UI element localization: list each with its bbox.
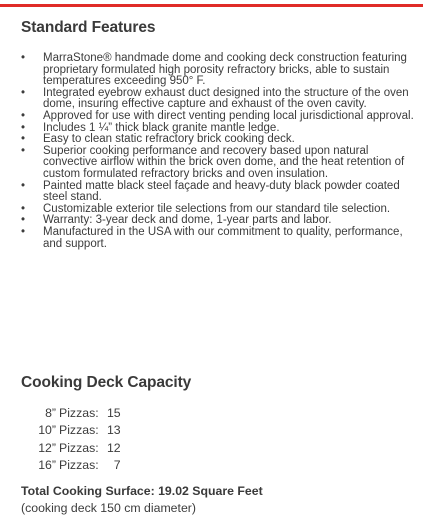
pizza-count: 7 — [113, 458, 121, 473]
pizza-size: 12” — [38, 440, 56, 455]
list-item-text: Includes 1 ¼” thick black granite mantle ledge. — [43, 121, 280, 134]
pizza-capacity-table — [21, 405, 141, 475]
bullet-icon: • — [21, 179, 26, 192]
list-item-text: MarraStone® handmade dome and cooking deck construction featuring proprietary formulated high porosity refractory bricks, able to sustain temperatures exceeding 950° F. — [43, 52, 407, 88]
bullet-icon: • — [21, 225, 26, 238]
pizza-label: Pizzas: — [59, 423, 99, 438]
standard-features-heading: Standard Features — [21, 19, 156, 36]
list-item — [21, 88, 421, 111]
list-item-text: Integrated eyebrow exhaust duct designed into the structure of the oven dome, insuring effective capture and exhaust of the oven cavity. — [43, 86, 409, 111]
bullet-icon: • — [21, 121, 26, 134]
bullet-icon: • — [21, 86, 26, 99]
list-item — [21, 146, 421, 181]
pizza-size: 10” — [38, 423, 56, 438]
list-item-text: Customizable exterior tile selections from our standard tile selection. — [43, 202, 391, 215]
pizza-count: 12 — [106, 440, 121, 455]
list-item — [21, 227, 421, 250]
bullet-icon: • — [21, 202, 26, 215]
pizza-size: 16” — [38, 458, 56, 473]
list-item — [21, 181, 421, 204]
list-item-text: Superior cooking performance and recovery based upon natural convective airflow within the brick oven dome, and the heat retention of custom formulated refractory bricks and oven insulation. — [43, 144, 405, 180]
total-cooking-surface: Total Cooking Surface: 19.02 Square Feet — [21, 484, 263, 498]
bullet-icon: • — [21, 109, 26, 122]
list-item-text: Easy to clean static refractory brick cooking deck. — [43, 133, 295, 146]
pizza-label: Pizzas: — [59, 406, 99, 420]
list-item-text: Approved for use with direct venting pending local jurisdictional approval. — [43, 109, 414, 122]
table-row — [21, 457, 141, 474]
bullet-icon: • — [21, 52, 26, 64]
cooking-deck-heading: Cooking Deck Capacity — [21, 374, 192, 391]
top-accent-rule — [0, 4, 423, 7]
list-item-text: Painted matte black steel façade and heavy-duty black powder coated steel stand. — [43, 179, 400, 204]
bullet-icon: • — [21, 214, 26, 227]
table-row — [21, 422, 141, 439]
bullet-icon: • — [21, 144, 26, 157]
pizza-label: Pizzas: — [59, 440, 99, 455]
list-item — [21, 53, 421, 88]
list-item-text: Warranty: 3-year deck and dome, 1-year parts and labor. — [43, 214, 332, 227]
pizza-count: 15 — [106, 406, 121, 420]
pizza-count: 13 — [106, 423, 121, 438]
list-item-text: Manufactured in the USA with our commitment to quality, performance, and support. — [43, 225, 403, 250]
deck-diameter-note: (cooking deck 150 cm diameter) — [21, 501, 196, 515]
table-row — [21, 440, 141, 457]
standard-features-list — [21, 53, 421, 250]
bullet-icon: • — [21, 133, 26, 146]
table-row — [21, 405, 141, 422]
pizza-size: 8” — [45, 406, 56, 420]
pizza-label: Pizzas: — [59, 458, 99, 473]
